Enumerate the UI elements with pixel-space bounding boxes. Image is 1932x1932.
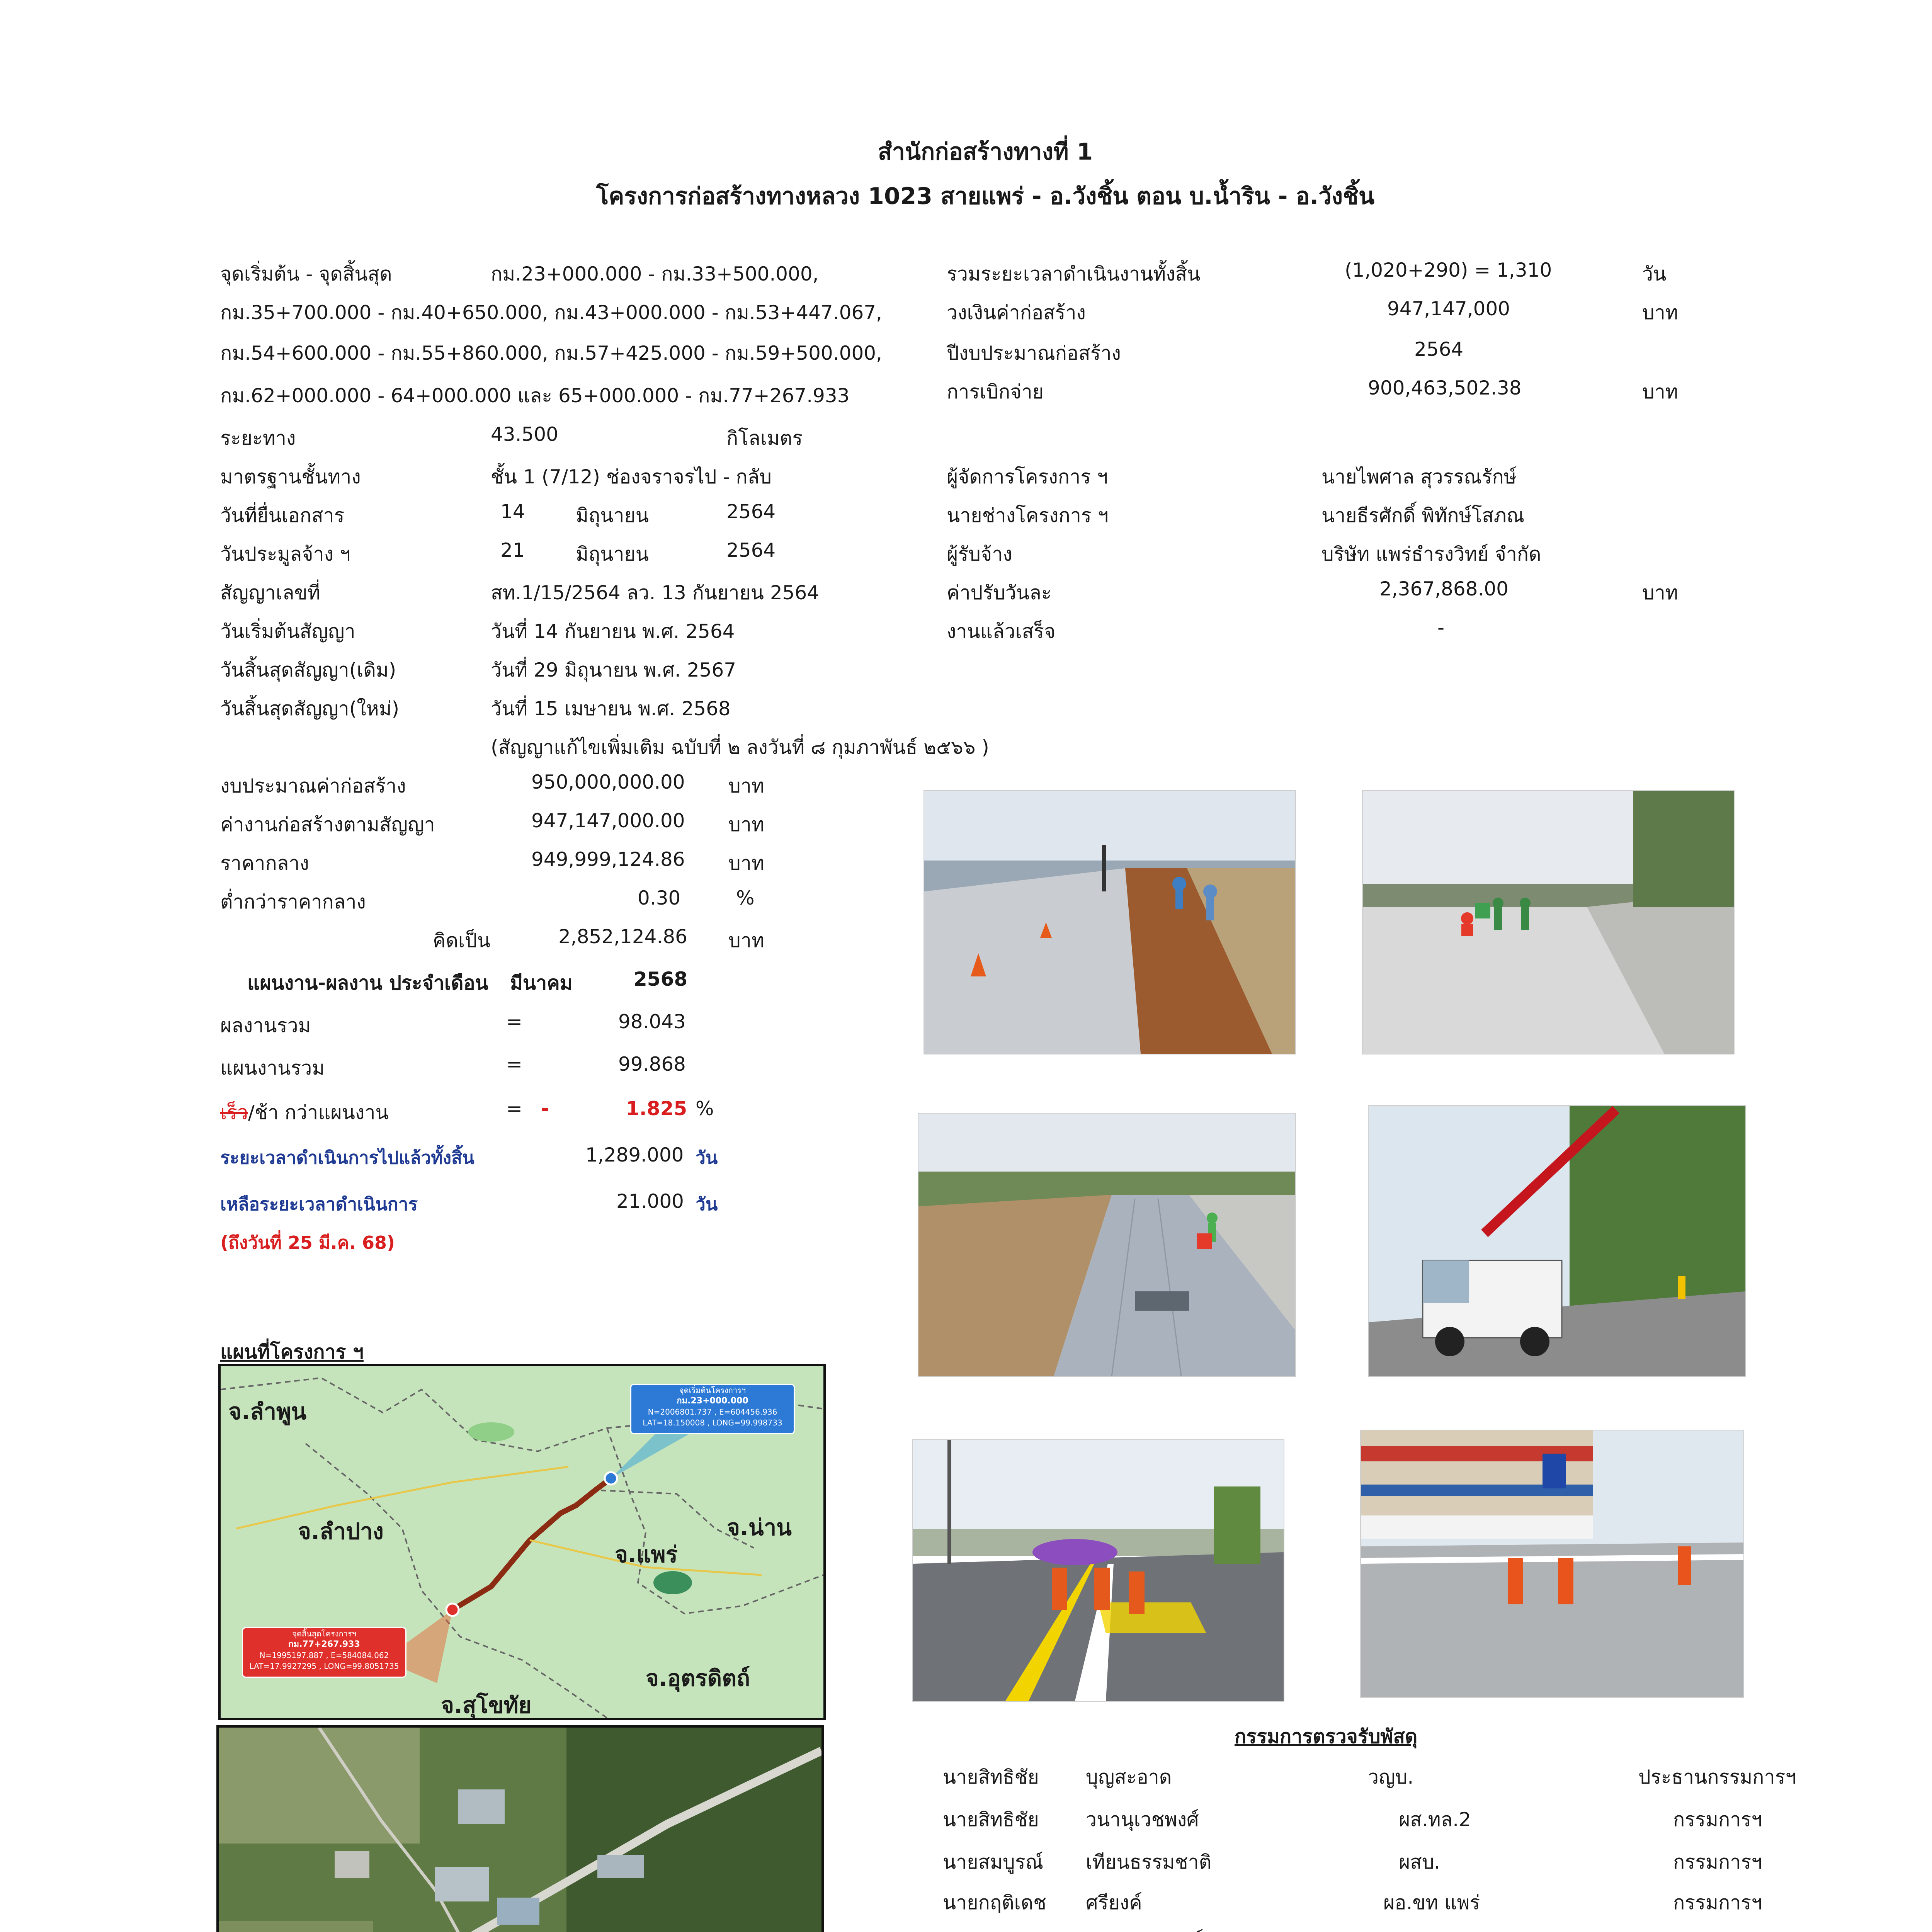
info-unit: บาท [1642,381,1678,403]
info-value: กม.54+600.000 - กม.55+860.000, กม.57+425.000 - กม.59+500.000, [220,342,882,364]
info-value: 900,463,502.38 [1368,377,1522,399]
budget-value: 2,852,124.86 [558,925,687,948]
start-latlon: LAT=18.150008 , LONG=99.998733 [643,1418,782,1427]
info-label: วันเริ่มต้นสัญญา [220,620,355,643]
info-label: นายช่างโครงการ ฯ [947,504,1109,527]
info-value: นายไพศาล สุวรรณรักษ์ [1321,466,1517,488]
budget-label: งบประมาณค่าก่อสร้าง [220,775,406,797]
plan-label: แผนงานรวม [220,1057,325,1079]
budget-label: ราคากลาง [220,852,309,874]
info-year: 2564 [726,539,776,561]
eq-sign: = [506,1097,522,1120]
remaining-value: 21.000 [616,1190,684,1213]
diff-label: /ช้า กว่าแผนงาน [248,1101,389,1124]
diff-value: 1.825 [626,1097,687,1120]
info-label: มาตรฐานชั้นทาง [220,466,361,488]
info-label: ผู้จัดการโครงการ ฯ [947,466,1108,488]
budget-label: ต่ำกว่าราคากลาง [220,891,366,913]
province-label: จ.อุตรดิตถ์ [646,1665,750,1691]
committee-heading: กรรมการตรวจรับพัสดุ [1235,1725,1418,1748]
project-map [218,1364,826,1720]
member-last: วนานุเวชพงศ์ [1086,1808,1199,1831]
progress-month: มีนาคม [510,972,573,994]
site-photo [1362,790,1735,1054]
info-label: สัญญาเลขที่ [220,582,320,604]
location-satellite-map [216,1725,824,1932]
member-last [1086,1928,1201,1932]
site-photo [1368,1105,1746,1377]
end-title: จุดสิ้นสุดโครงการฯ [292,1629,356,1638]
end-coord: N=1995197.887 , E=584084.062 [259,1651,389,1660]
info-value: 947,147,000 [1387,298,1510,320]
progress-year: 2568 [634,968,688,990]
info-value: (1,020+290) = 1,310 [1345,259,1552,281]
eq-sign: = [506,1053,522,1075]
elapsed-value: 1,289.000 [585,1144,684,1166]
info-label: ผู้รับจ้าง [947,543,1012,565]
member-last: เทียนธรรมชาติ [1086,1851,1212,1873]
info-label: ระยะทาง [220,427,296,449]
budget-value: 950,000,000.00 [531,771,685,793]
member-position: ผส.ทล.2 [1399,1808,1471,1831]
contract-amendment-note: (สัญญาแก้ไขเพิ่มเติม ฉบับที่ ๒ ลงวันที่ ๘ กุมภาพันธ์ ๒๕๖๖ ) [491,736,989,759]
member-first [943,1928,1020,1932]
info-label: การเบิกจ่าย [947,381,1044,403]
diff-strike: เร็ว [220,1101,248,1124]
info-value: ชั้น 1 (7/12) ช่องจราจรไป - กลับ [491,466,772,488]
info-day: 21 [500,539,525,561]
info-year: 2564 [726,500,776,523]
info-value: - [1437,616,1445,639]
photo-concrete-road [1363,791,1734,1054]
info-label: วันสิ้นสุดสัญญา(เดิม) [220,659,396,681]
info-value: บริษัท แพร่ธำรงวิทย์ จำกัด [1321,543,1541,565]
eq-sign: = [506,1010,522,1033]
actual-value: 98.043 [618,1010,686,1033]
budget-label: คิดเป็น [433,929,490,952]
member-first: นายสิทธิชัย [943,1766,1039,1788]
project-end-callout [242,1627,406,1678]
photo-shophouse-road [1361,1430,1743,1697]
info-month: มิถุนายน [576,504,649,527]
info-label: รวมระยะเวลาดำเนินงานทั้งสิ้น [947,263,1201,285]
site-photo [912,1439,1284,1702]
map-heading: แผนที่โครงการ ฯ [220,1341,364,1363]
remaining-unit: วัน [696,1194,718,1214]
photo-lane-painting [913,1440,1284,1701]
info-value: วันที่ 29 มิถุนายน พ.ศ. 2567 [491,659,736,681]
info-unit: บาท [1642,582,1678,604]
diff-unit: % [696,1097,714,1120]
member-first: นายกฤติเดช [943,1891,1047,1914]
progress-heading: แผนงาน-ผลงาน ประจำเดือน [247,972,488,994]
province-label: จ.ลำปาง [298,1518,384,1544]
remaining-label: เหลือระยะเวลาดำเนินการ [220,1194,418,1214]
info-label: วันสิ้นสุดสัญญา(ใหม่) [220,697,400,720]
info-value: 43.500 [491,423,558,446]
member-role: กรรมการฯ [1673,1851,1762,1873]
province-label: จ.น่าน [727,1514,792,1541]
info-value: วันที่ 14 กันยายน พ.ศ. 2564 [491,620,735,643]
info-label: ปีงบประมาณก่อสร้าง [947,342,1121,364]
province-label: จ.ลำพูน [228,1398,307,1425]
diff-sign: - [541,1097,549,1120]
photo-sidewalk-soil [924,791,1295,1054]
member-position: วญบ. [1368,1766,1414,1788]
info-label: วงเงินค่าก่อสร้าง [947,301,1086,324]
site-photo [923,790,1296,1054]
end-latlon: LAT=17.9927295 , LONG=99.8051735 [249,1662,399,1671]
info-label: งานแล้วเสร็จ [947,620,1056,643]
member-role: กรรมการฯ [1673,1808,1762,1831]
member-position: ผอ.ขท แพร่ [1383,1891,1480,1914]
budget-unit: บาท [728,852,764,874]
as-of-date: (ถึงวันที่ 25 มี.ค. 68) [220,1232,395,1253]
member-role: กรรมการฯ [1673,1891,1762,1914]
info-value: 2564 [1414,338,1464,361]
actual-label: ผลงานรวม [220,1014,311,1037]
budget-unit: บาท [728,929,764,952]
elapsed-label: ระยะเวลาดำเนินการไปแล้วทั้งสิ้น [220,1147,474,1168]
info-value: 2,367,868.00 [1379,578,1509,600]
budget-value: 0.30 [638,887,681,909]
budget-unit: บาท [728,775,764,797]
budget-value: 947,147,000.00 [531,810,685,832]
info-label: ค่าปรับวันละ [947,582,1052,604]
info-value: กม.23+000.000 - กม.33+500.000, [491,263,819,285]
info-label: วันที่ยื่นเอกสาร [220,504,345,527]
satellite-base [219,1728,821,1932]
member-position [1306,1928,1578,1932]
budget-unit: % [736,887,755,909]
info-value: วันที่ 15 เมษายน พ.ศ. 2568 [491,697,731,720]
end-km: กม.77+267.933 [288,1639,360,1649]
info-value: กม.62+000.000 - 64+000.000 และ 65+000.000 - กม.77+267.933 [220,384,850,407]
province-label: จ.สุโขทัย [441,1692,532,1718]
info-unit: กิโลเมตร [726,427,803,449]
start-coord: N=2006801.737 , E=604456.936 [648,1407,777,1417]
member-role: ประธานกรรมการฯ [1638,1766,1796,1788]
start-title: จุดเริ่มต้นโครงการฯ [679,1386,746,1395]
member-last: บุญสะอาด [1086,1766,1172,1788]
info-unit: บาท [1642,301,1678,324]
elapsed-unit: วัน [696,1147,718,1168]
budget-unit: บาท [728,813,764,836]
member-role [1673,1928,1762,1932]
province-label: จ.แพร่ [615,1541,678,1568]
project-title: โครงการก่อสร้างทางหลวง 1023 สายแพร่ - อ.วังชิ้น ตอน บ.น้ำริน - อ.วังชิ้น [596,183,1374,210]
photo-crane-truck [1369,1106,1745,1376]
info-value: สท.1/15/2564 ลว. 13 กันยายน 2564 [491,582,820,604]
site-photo [918,1113,1296,1377]
member-position: ผสบ. [1399,1851,1440,1873]
member-last: ศรียงค์ [1086,1891,1142,1914]
budget-value: 949,999,124.86 [531,848,685,871]
member-first: นายสมบูรณ์ [943,1851,1044,1873]
info-value: นายธีรศักดิ์ พิทักษ์โสภณ [1321,504,1525,527]
info-unit: วัน [1642,263,1667,285]
info-month: มิถุนายน [576,543,649,565]
project-start-callout [630,1384,795,1434]
info-label: จุดเริ่มต้น - จุดสิ้นสุด [220,263,392,285]
start-km: กม.23+000.000 [677,1396,748,1406]
plan-value: 99.868 [618,1053,686,1075]
member-first: นายสิทธิชัย [943,1808,1039,1831]
diff-label-row [220,1097,389,1128]
budget-label: ค่างานก่อสร้างตามสัญญา [220,813,435,836]
info-label: วันประมูลจ้าง ฯ [220,543,351,565]
office-title: สำนักก่อสร้างทางที่ 1 [878,138,1093,165]
info-day: 14 [500,500,525,523]
photo-paved-sidewalk [918,1114,1295,1376]
info-value: กม.35+700.000 - กม.40+650.000, กม.43+000.000 - กม.53+447.067, [220,301,882,324]
site-photo [1360,1430,1744,1698]
